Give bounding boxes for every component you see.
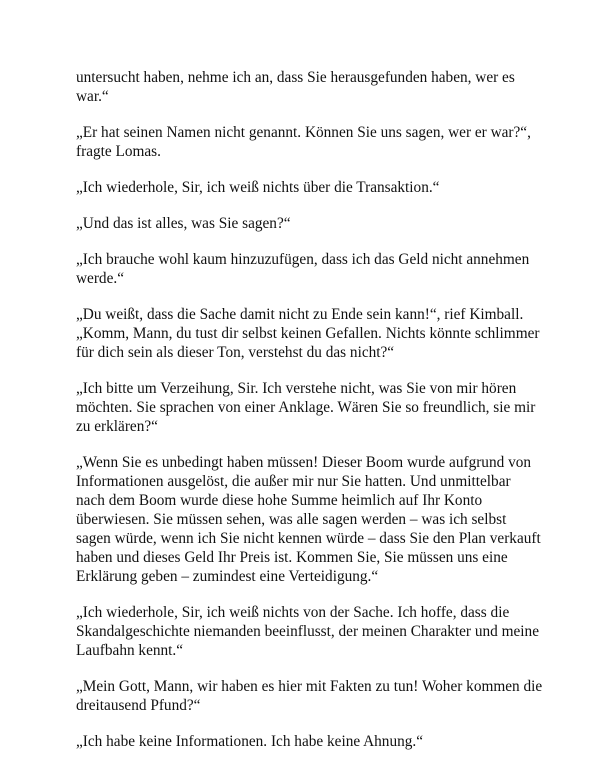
text-line: untersucht haben, nehme ich an, dass Sie herausgefunden haben, wer es [76,69,515,86]
page-body-text [76,68,543,768]
paragraph [76,178,528,197]
text-line: fragte Lomas. [76,143,161,160]
text-line: „Ich habe keine Informationen. Ich habe keine Ahnung.“ [76,733,424,750]
paragraph [76,123,531,161]
paragraph [76,379,536,436]
text-line: werde.“ [76,270,124,287]
text-line: „Mein Gott, Mann, wir haben es hier mit Fakten zu tun! Woher kommen die [76,678,543,695]
paragraph [76,214,528,233]
text-line: für dich sein als dieser Ton, verstehst du das nicht?“ [76,344,395,361]
paragraph [76,250,528,288]
text-line: möchten. Sie sprachen von einer Anklage. Wären Sie so freundlich, sie mir [76,399,536,416]
text-line: „Du weißt, dass die Sache damit nicht zu Ende sein kann!“, rief Kimball. [76,306,524,323]
text-line: Skandalgeschichte niemanden beeinflusst, der meinen Charakter und meine [76,623,539,640]
text-line: zu erklären?“ [76,418,158,435]
text-line: war.“ [76,88,109,105]
text-line: „Komm, Mann, du tust dir selbst keinen Gefallen. Nichts könnte schlimmer [76,325,540,342]
text-line: „Ich wiederhole, Sir, ich weiß nichts über die Transaktion.“ [76,179,440,196]
text-line: „Ich wiederhole, Sir, ich weiß nichts von der Sache. Ich hoffe, dass die [76,604,510,621]
text-line: „Ich bitte um Verzeihung, Sir. Ich verstehe nicht, was Sie von mir hören [76,380,517,397]
paragraph [76,453,541,586]
text-line: „Er hat seinen Namen nicht genannt. Können Sie uns sagen, wer er war?“, [76,124,531,141]
text-line: überwiesen. Sie müssen sehen, was alle sagen werden – was ich selbst [76,511,507,528]
paragraph [76,305,540,362]
text-line: „Und das ist alles, was Sie sagen?“ [76,215,291,232]
text-line: haben und dieses Geld Ihr Preis ist. Kommen Sie, Sie müssen uns eine [76,549,508,566]
paragraph [76,603,539,660]
text-line: Laufbahn kennt.“ [76,642,184,659]
paragraph [76,68,528,106]
text-line: sagen würde, wenn ich Sie nicht kennen würde – dass Sie den Plan verkauft [76,530,541,547]
text-line: Erklärung geben – zumindest eine Verteidigung.“ [76,568,379,585]
text-line: nach dem Boom wurde diese hohe Summe heimlich auf Ihr Konto [76,492,483,509]
paragraph [76,677,543,715]
text-line: „Wenn Sie es unbedingt haben müssen! Dieser Boom wurde aufgrund von [76,454,532,471]
text-line: dreitausend Pfund?“ [76,697,201,714]
paragraph [76,732,528,751]
text-line: Informationen ausgelöst, die außer mir nur Sie hatten. Und unmittelbar [76,473,511,490]
text-line: „Ich brauche wohl kaum hinzuzufügen, dass ich das Geld nicht annehmen [76,251,530,268]
